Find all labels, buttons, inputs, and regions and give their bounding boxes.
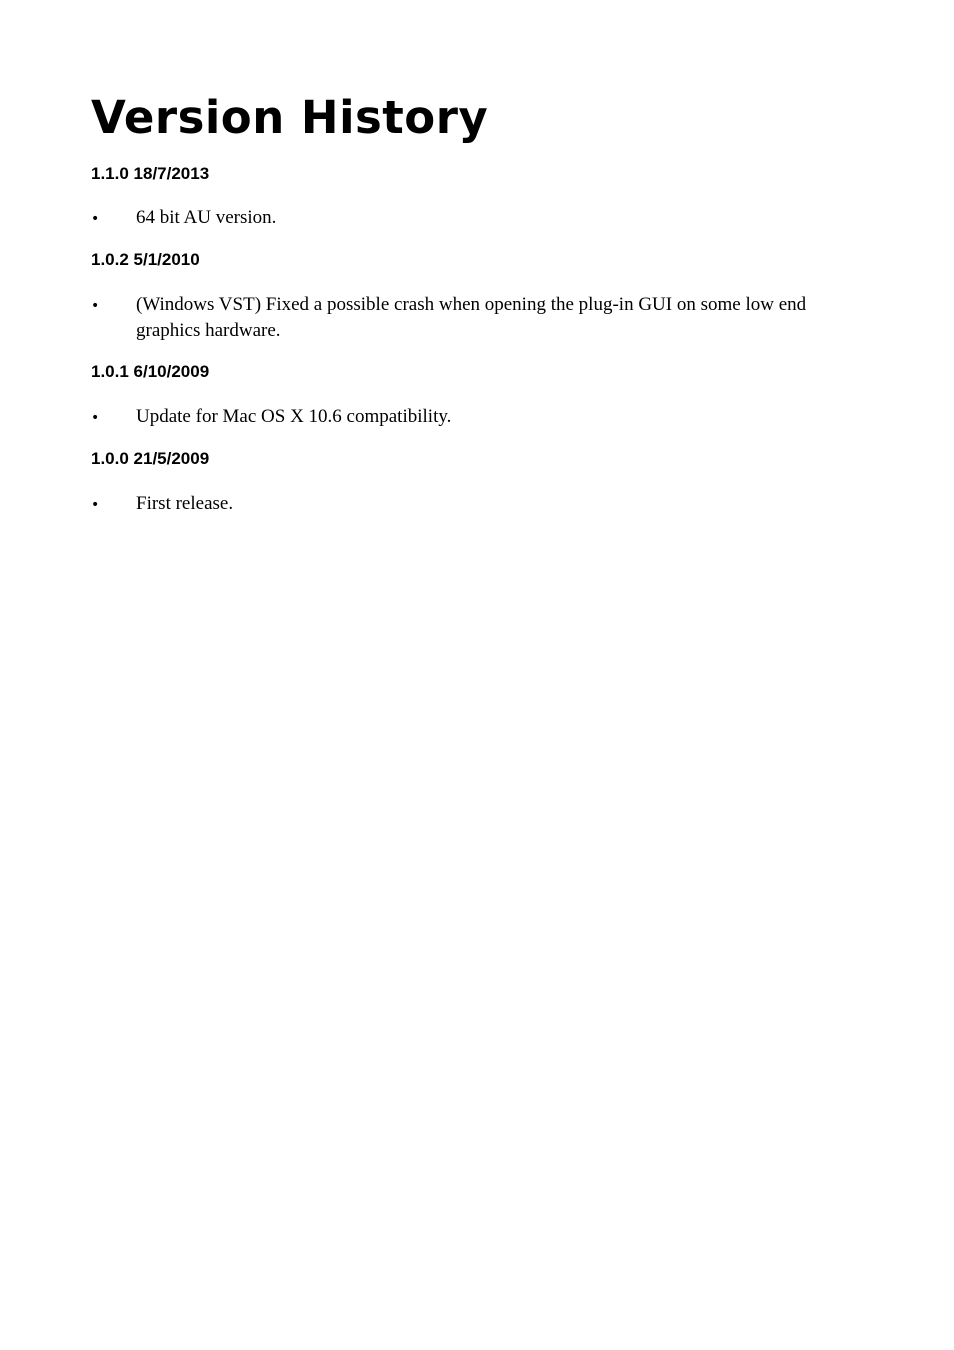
change-list <box>91 292 861 344</box>
change-list <box>91 205 861 231</box>
version-heading: 1.1.0 18/7/2013 <box>91 164 210 183</box>
bullet-icon: • <box>91 410 100 426</box>
change-list <box>91 491 861 517</box>
list-item <box>91 292 861 344</box>
bullet-icon: • <box>91 298 100 314</box>
version-section-1-1-0 <box>91 162 861 228</box>
list-item <box>91 205 861 231</box>
version-section-1-0-1 <box>91 360 861 427</box>
change-text: Update for Mac OS X 10.6 compatibility. <box>136 406 452 427</box>
version-heading: 1.0.1 6/10/2009 <box>91 362 210 381</box>
list-item <box>91 491 861 517</box>
change-text: 64 bit AU version. <box>136 207 277 228</box>
change-text: (Windows VST) Fixed a possible crash when opening the plug-in GUI on some low end graphics hardware. <box>136 294 807 341</box>
version-section-1-0-2 <box>91 248 861 341</box>
page-title: Version History <box>91 91 489 144</box>
list-item <box>91 404 861 430</box>
change-text: First release. <box>136 493 234 514</box>
bullet-icon: • <box>91 497 100 513</box>
version-section-1-0-0 <box>91 447 861 514</box>
bullet-icon: • <box>91 211 100 227</box>
version-heading: 1.0.2 5/1/2010 <box>91 250 200 269</box>
change-list <box>91 404 861 430</box>
version-heading: 1.0.0 21/5/2009 <box>91 449 210 468</box>
